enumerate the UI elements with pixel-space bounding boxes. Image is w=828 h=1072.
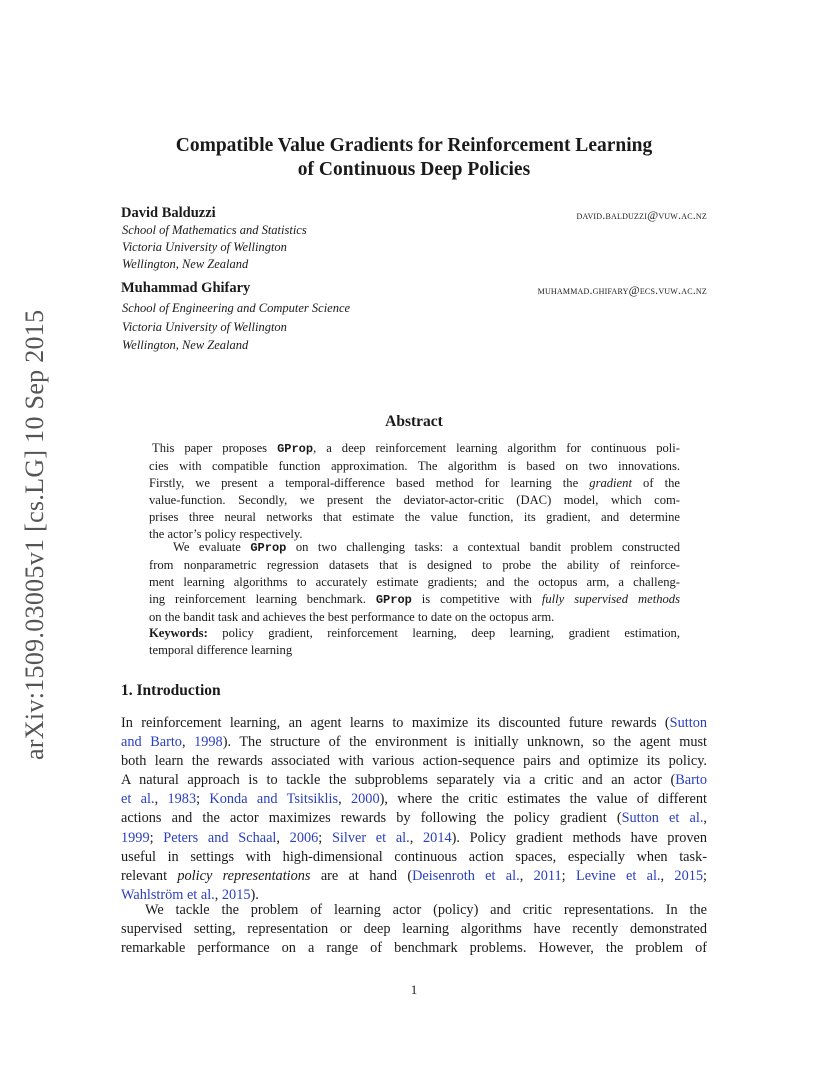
abstract-paragraph-2 — [149, 539, 680, 626]
citation-link[interactable]: 1999 — [121, 829, 150, 846]
intro-p1-line: useful in settings with high-dimensional continuous action spaces, especially when task- — [121, 848, 707, 865]
paper-title — [0, 134, 828, 182]
intro-p1-line: In reinforcement learning, an agent learns to maximize its discounted future rewards (Sutton — [121, 715, 707, 731]
citation-link[interactable]: 2015 — [221, 886, 251, 903]
intro-p1-line: A natural approach is to tackle the subproblems separately via a critic and an actor (Barto — [121, 772, 707, 789]
citation-link[interactable]: 1983 — [167, 791, 197, 808]
intro-p2-line: We tackle the problem of learning actor (policy) and critic representations. In the — [145, 902, 707, 918]
author-1-email[interactable]: david.balduzzi@vuw.ac.nz — [576, 208, 707, 222]
abstract-heading: Abstract — [385, 413, 443, 430]
abstract-p1-line: the actor’s policy respectively. — [149, 526, 303, 541]
intro-p1-line: et al., 1983; Konda and Tsitsiklis, 2000), where the critic estimates the value of different — [121, 791, 707, 808]
keywords — [149, 625, 680, 659]
intro-paragraph-1 — [121, 714, 707, 905]
citation-link[interactable]: 2011 — [533, 867, 562, 884]
intro-p1-line: and Barto, 1998). The structure of the environment is initially unknown, so the agent must — [121, 734, 707, 751]
citation-link[interactable]: Sutton et al. — [621, 810, 704, 827]
intro-p2-line: supervised setting, representation or deep learning algorithms have recently demonstrated — [121, 921, 707, 938]
gprop-name: GProp — [250, 541, 287, 555]
citation-link[interactable]: Barto — [675, 772, 707, 789]
citation-link[interactable]: Wahlström et al. — [121, 886, 215, 903]
citation-link[interactable]: 2006 — [289, 829, 319, 846]
citation-link[interactable]: Peters and Schaal — [163, 829, 277, 846]
author-1-aff-line-3: Wellington, New Zealand — [122, 257, 249, 271]
citation-link[interactable]: Deisenroth et al. — [412, 867, 520, 884]
author-1-aff-line-1: School of Mathematics and Statistics — [122, 223, 307, 237]
arxiv-sidebar-stamp: arXiv:1509.03005v1 [cs.LG] 10 Sep 2015 — [20, 309, 49, 760]
abstract-p2-line: from nonparametric regression datasets that is designed to probe the ability of reinforce- — [149, 557, 680, 572]
author-2-affiliation — [122, 299, 350, 355]
author-2-email[interactable]: muhammad.ghifary@ecs.vuw.ac.nz — [537, 283, 707, 297]
keywords-label: Keywords: — [149, 626, 208, 640]
author-1-affiliation — [122, 222, 307, 273]
author-2-aff-line-3: Wellington, New Zealand — [122, 338, 249, 352]
citation-link[interactable]: Levine et al. — [575, 867, 661, 884]
citation-link[interactable]: Konda and Tsitsiklis — [209, 791, 339, 808]
title-line-2: of Continuous Deep Policies — [297, 159, 531, 180]
abstract-p1-line: prises three neural networks that estimate the value function, its gradient, and determine — [149, 509, 680, 524]
author-2-aff-line-1: School of Engineering and Computer Science — [122, 301, 351, 315]
gprop-name: GProp — [277, 442, 314, 456]
author-2-name: Muhammad Ghifary — [121, 280, 251, 296]
intro-p2-line: remarkable performance on a range of benchmark problems. However, the problem of — [121, 940, 707, 957]
author-1-name: David Balduzzi — [121, 205, 216, 221]
abstract-p2-line: ing reinforcement learning benchmark. GProp is competitive with fully supervised methods — [149, 591, 680, 607]
intro-p1-line: relevant policy representations are at hand (Deisenroth et al., 2011; Levine et al., 2015; — [121, 867, 707, 884]
title-line-1: Compatible Value Gradients for Reinforcement Learning — [175, 135, 653, 156]
abstract-paragraph-1 — [149, 440, 680, 542]
citation-link[interactable]: Sutton — [669, 715, 707, 731]
abstract-p2-line: ment learning algorithms to accurately estimate gradients; and the octopus arm, a challeng- — [149, 574, 680, 589]
abstract-p2-line: We evaluate GProp on two challenging tasks: a contextual bandit problem constructed — [173, 540, 681, 555]
intro-p1-line: Wahlström et al., 2015). — [121, 886, 259, 903]
section-heading-introduction: 1. Introduction — [121, 682, 221, 699]
gprop-name: GProp — [375, 592, 412, 607]
citation-link[interactable]: Silver et al. — [331, 829, 410, 846]
abstract-p1-line: This paper proposes GProp, a deep reinforcement learning algorithm for continuous poli- — [152, 441, 680, 456]
intro-p1-line: actions and the actor maximizes rewards by following the policy gradient (Sutton et al., — [121, 810, 707, 827]
citation-link[interactable]: 2000 — [351, 791, 380, 808]
keywords-line-2: temporal difference learning — [149, 642, 293, 657]
intro-paragraph-2 — [121, 901, 707, 958]
abstract-p1-line: cies with compatible function approximation. The algorithm is based on two innovations. — [149, 458, 680, 473]
citation-link[interactable]: 1998 — [194, 734, 223, 751]
abstract-p2-line: on the bandit task and achieves the best performance to date on the octopus arm. — [149, 609, 555, 624]
citation-link[interactable]: 2014 — [423, 829, 452, 846]
keywords-line-1: Keywords: policy gradient, reinforcement learning, deep learning, gradient estimation, — [149, 626, 680, 640]
page-number: 1 — [410, 982, 418, 997]
intro-p1-line: both learn the rewards associated with various action-sequence pairs and optimize its policy. — [121, 753, 707, 770]
abstract-p1-line: value-function. Secondly, we present the deviator-actor-critic (DAC) model, which com- — [149, 492, 680, 507]
citation-link[interactable]: and Barto — [121, 734, 182, 751]
citation-link[interactable]: 2015 — [674, 867, 704, 884]
abstract-p1-line: Firstly, we present a temporal-difference based method for learning the gradient of the — [149, 475, 680, 490]
author-1-aff-line-2: Victoria University of Wellington — [122, 240, 287, 254]
author-2-aff-line-2: Victoria University of Wellington — [122, 319, 287, 334]
intro-p1-line: 1999; Peters and Schaal, 2006; Silver et al., 2014). Policy gradient methods have proven — [121, 829, 707, 846]
citation-link[interactable]: et al. — [121, 791, 155, 808]
